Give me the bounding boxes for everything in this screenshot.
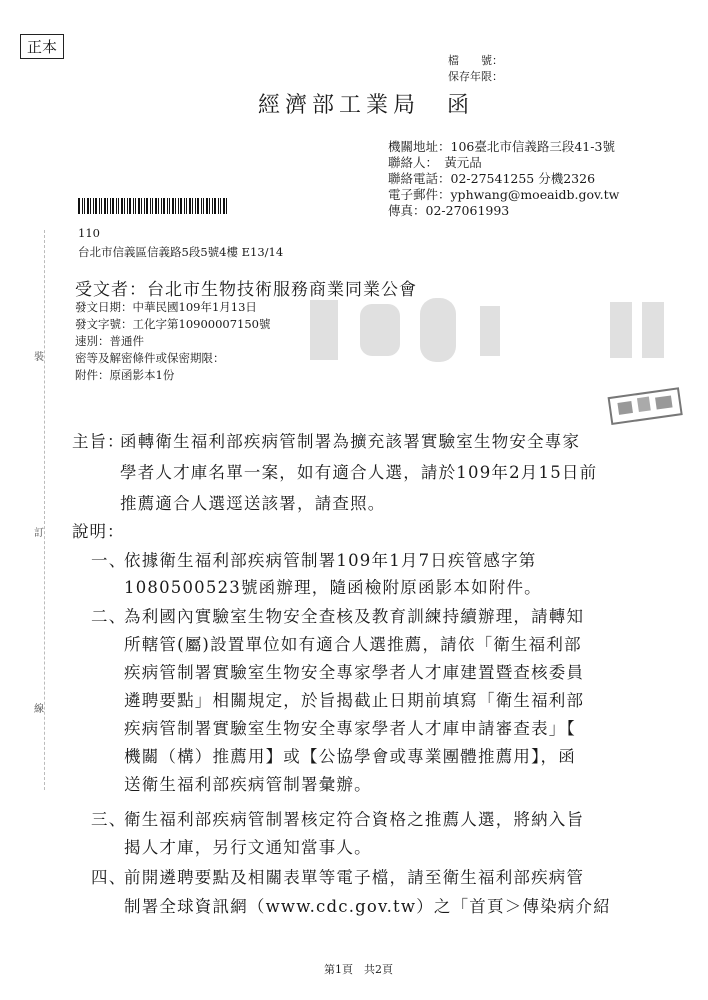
subject-label: 主旨：: [72, 432, 125, 451]
item-number: 二、: [91, 607, 127, 626]
barcode-bar: [169, 198, 170, 214]
barcode-bar: [133, 198, 134, 214]
barcode-bar: [121, 198, 123, 214]
item-line: 衛生福利部疾病管制署核定符合資格之推薦人選，將納入旨: [124, 810, 585, 829]
barcode-bar: [209, 198, 210, 214]
sender-address: 機關地址：106臺北市信義路三段41-3號: [388, 139, 615, 154]
barcode-bar: [192, 198, 193, 214]
barcode-bar: [112, 198, 114, 214]
barcode-bar: [141, 198, 142, 214]
barcode-bar: [206, 198, 208, 214]
barcode-bar: [135, 198, 136, 214]
item-line: 遴聘要點」相關規定，於旨揭截止日期前填寫「衛生福利部: [124, 691, 585, 710]
barcode-bar: [152, 198, 153, 214]
barcode-bar: [175, 198, 176, 214]
document-number: 發文字號：工化字第10900007150號: [75, 317, 271, 331]
item-line: 所轄管(屬)設置單位如有適合人選推薦，請依「衛生福利部: [124, 635, 582, 654]
barcode-bar: [99, 198, 100, 214]
barcode-bar: [214, 198, 216, 214]
barcode-bar: [146, 198, 148, 214]
barcode-bar: [180, 198, 182, 214]
item-line: 機關（構）推薦用】或【公協學會或專業團體推薦用】，函: [124, 747, 576, 766]
barcode-bar: [178, 198, 179, 214]
item-line: 依據衛生福利部疾病管制署109年1月7日疾管感字第: [124, 551, 537, 570]
barcode-bar: [101, 198, 102, 214]
copy-label: 正本: [20, 34, 64, 59]
barcode-bar: [161, 198, 162, 214]
barcode-bar: [189, 198, 191, 214]
item-line: 送衛生福利部疾病管制署彙辦。: [124, 775, 372, 794]
barcode-bar: [172, 198, 174, 214]
barcode-bar: [110, 198, 111, 214]
attachment-info: 附件：原函影本1份: [75, 368, 175, 382]
barcode-bar: [78, 198, 80, 214]
barcode-bar: [107, 198, 108, 214]
sender-contact: 聯絡人： 黃元品: [388, 155, 482, 170]
item-line: 制署全球資訊網（www.cdc.gov.tw）之「首頁＞傳染病介紹: [124, 897, 611, 916]
subject-line: 函轉衛生福利部疾病管制署為擴充該署實驗室生物安全專家: [120, 432, 581, 451]
barcode-bar: [184, 198, 185, 214]
margin-mark-line: 線: [34, 704, 44, 715]
barcode-bar: [144, 198, 145, 214]
file-number-label: 檔 號：: [448, 54, 503, 67]
item-line: 前開遴聘要點及相關表單等電子檔，請至衛生福利部疾病管: [124, 868, 585, 887]
item-number: 一、: [91, 551, 127, 570]
recipient-line: 受文者：台北市生物技術服務商業同業公會: [75, 280, 417, 300]
sender-phone: 聯絡電話：02-27541255 分機2326: [388, 171, 596, 186]
barcode-bar: [201, 198, 202, 214]
barcode-bar: [203, 198, 204, 214]
retention-label: 保存年限：: [448, 70, 503, 83]
barcode-bar: [84, 198, 85, 214]
subject-line: 推薦適合人選逕送該署，請查照。: [120, 494, 386, 513]
barcode-bar: [95, 198, 97, 214]
barcode-bar: [138, 198, 140, 214]
barcode-bar: [197, 198, 199, 214]
barcode-bar: [212, 198, 213, 214]
barcode-bar: [118, 198, 119, 214]
barcode-bar: [155, 198, 157, 214]
barcode-bar: [116, 198, 117, 214]
barcode-bar: [150, 198, 151, 214]
barcode-bar: [93, 198, 94, 214]
barcode-bar: [127, 198, 128, 214]
margin-mark-bind: 裝: [34, 352, 44, 363]
barcode-bar: [195, 198, 196, 214]
item-line: 疾病管制署實驗室生物安全專家學者人才庫建置暨查核委員: [124, 663, 585, 682]
margin-mark-staple: 訂: [34, 528, 44, 539]
barcode-image: [78, 198, 228, 214]
barcode-bar: [226, 198, 227, 214]
barcode-bar: [223, 198, 225, 214]
item-line: 疾病管制署實驗室生物安全專家學者人才庫申請審查表」【: [124, 719, 576, 738]
barcode-bar: [186, 198, 187, 214]
barcode-bar: [163, 198, 165, 214]
barcode-bar: [129, 198, 131, 214]
barcode-bar: [124, 198, 125, 214]
sender-email: 電子郵件：yphwang@moeaidb.gov.tw: [388, 187, 620, 202]
item-line: 1080500523號函辦理，隨函檢附原函影本如附件。: [124, 578, 542, 597]
item-line: 揭人才庫，另行文通知當事人。: [124, 838, 372, 857]
secrecy-level: 密等及解密條件或保密期限：: [75, 351, 225, 365]
received-stamp: [606, 385, 686, 425]
faint-seal-mark: [250, 292, 680, 372]
sender-fax: 傳真：02-27061993: [388, 203, 510, 218]
recipient-address: 台北市信義區信義路5段5號4樓 E13/14: [78, 245, 284, 259]
binding-line: [44, 230, 45, 790]
barcode-bar: [167, 198, 168, 214]
delivery-speed: 速別：普通件: [75, 334, 144, 348]
barcode-bar: [87, 198, 89, 214]
postal-code: 110: [78, 226, 100, 240]
item-number: 四、: [91, 868, 127, 887]
barcode-bar: [104, 198, 106, 214]
page-footer: 第1頁 共2頁: [324, 963, 393, 976]
barcode-bar: [218, 198, 219, 214]
barcode-bar: [90, 198, 91, 214]
document-title: 經濟部工業局 函: [258, 93, 475, 118]
item-line: 為利國內實驗室生物安全查核及教育訓練持續辦理，請轉知: [124, 607, 585, 626]
item-number: 三、: [91, 810, 127, 829]
subject-line: 學者人才庫名單一案，如有適合人選，請於109年2月15日前: [120, 463, 598, 482]
explanation-label: 說明：: [72, 522, 125, 541]
barcode-bar: [220, 198, 221, 214]
issue-date: 發文日期：中華民國109年1月13日: [75, 300, 257, 314]
barcode-bar: [158, 198, 159, 214]
barcode-bar: [82, 198, 83, 214]
